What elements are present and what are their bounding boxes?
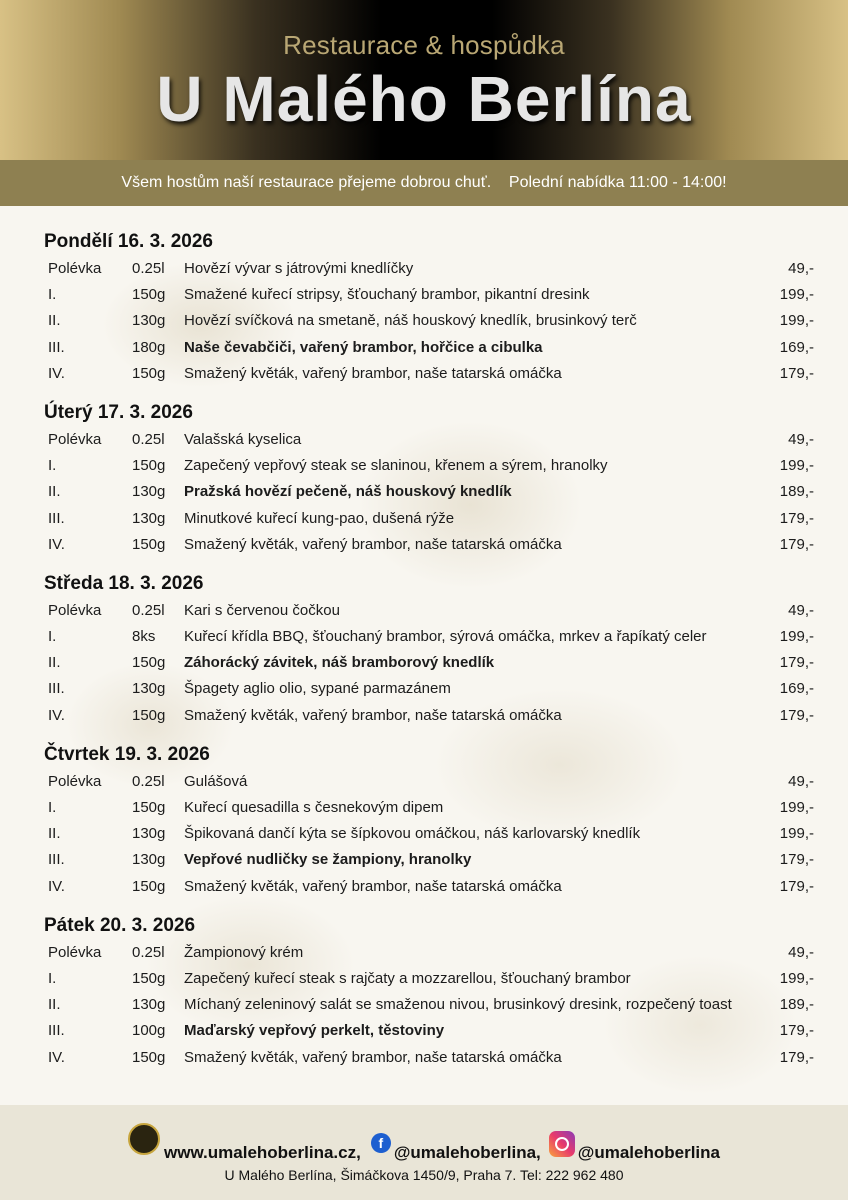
menu-item	[44, 361, 814, 387]
footer-links	[0, 1123, 848, 1163]
daily-menu	[44, 228, 814, 1083]
item-number: II.	[48, 312, 61, 330]
header	[0, 0, 848, 160]
item-dish: Smažené kuřecí stripsy, šťouchaný brambor, pikantní dresink	[184, 286, 590, 304]
item-price: 189,-	[779, 996, 814, 1014]
item-dish: Špikovaná dančí kýta se šípkovou omáčkou, náš karlovarský knedlík	[184, 825, 641, 843]
item-price: 179,-	[779, 1022, 814, 1040]
item-price: 49,-	[788, 943, 814, 961]
item-quantity: 130g	[132, 509, 166, 527]
item-price: 169,-	[779, 680, 814, 698]
item-number: IV.	[48, 364, 65, 382]
item-number: Polévka	[48, 601, 102, 619]
day-title: Úterý 17. 3. 2026	[44, 401, 193, 423]
item-price: 199,-	[779, 312, 814, 330]
item-price: 199,-	[779, 286, 814, 304]
menu-item	[44, 479, 814, 505]
item-dish: Smažený květák, vařený brambor, naše tatarská omáčka	[184, 535, 562, 553]
item-number: I.	[48, 286, 57, 304]
item-number: IV.	[48, 1048, 65, 1066]
item-dish: Smažený květák, vařený brambor, naše tatarská omáčka	[184, 364, 562, 382]
restaurant-logo-icon	[128, 1123, 160, 1155]
item-dish: Naše čevabčiči, vařený brambor, hořčice a cibulka	[184, 338, 543, 356]
greeting-banner: Všem hostům naší restaurace přejeme dobrou chuť. Polední nabídka 11:00 - 14:00!	[0, 160, 848, 206]
menu-item	[44, 427, 814, 453]
item-dish: Žampionový krém	[184, 943, 304, 961]
item-number: II.	[48, 483, 61, 501]
item-number: I.	[48, 628, 57, 646]
item-price: 189,-	[779, 483, 814, 501]
item-price: 179,-	[779, 877, 814, 895]
item-quantity: 150g	[132, 535, 166, 553]
item-dish: Smažený květák, vařený brambor, naše tatarská omáčka	[184, 1048, 562, 1066]
item-dish: Hovězí svíčková na smetaně, náš houskový knedlík, brusinkový terč	[184, 312, 637, 330]
item-number: III.	[48, 851, 65, 869]
item-quantity: 130g	[132, 996, 166, 1014]
item-quantity: 180g	[132, 338, 166, 356]
menu-item	[44, 703, 814, 729]
address: U Malého Berlína, Šimáčkova 1450/9, Praha 7. Tel: 222 962 480	[224, 1167, 624, 1183]
item-number: I.	[48, 969, 57, 987]
item-price: 179,-	[779, 706, 814, 724]
item-price: 49,-	[788, 601, 814, 619]
item-price: 169,-	[779, 338, 814, 356]
menu-item	[44, 795, 814, 821]
day-section	[44, 570, 814, 729]
item-quantity: 130g	[132, 680, 166, 698]
item-dish: Kuřecí křídla BBQ, šťouchaný brambor, sýrová omáčka, mrkev a řapíkatý celer	[184, 628, 707, 646]
item-dish: Vepřové nudličky se žampiony, hranolky	[184, 851, 472, 869]
item-quantity: 0.25l	[132, 943, 165, 961]
facebook-link[interactable]: @umalehoberlina,	[393, 1143, 541, 1162]
item-price: 179,-	[779, 851, 814, 869]
item-number: Polévka	[48, 260, 102, 277]
item-quantity: 150g	[132, 286, 166, 304]
menu-item	[44, 308, 814, 334]
item-price: 49,-	[788, 430, 814, 448]
menu-item	[44, 1045, 814, 1071]
item-dish: Míchaný zeleninový salát se smaženou nivou, brusinkový dresink, rozpečený toast	[184, 996, 732, 1014]
day-section	[44, 228, 814, 387]
item-dish: Zapečený vepřový steak se slaninou, křenem a sýrem, hranolky	[184, 457, 608, 475]
menu-item	[44, 940, 814, 966]
item-number: III.	[48, 338, 65, 356]
day-title: Středa 18. 3. 2026	[44, 572, 204, 594]
restaurant-title: U Malého Berlína	[156, 63, 692, 135]
item-dish: Hovězí vývar s játrovými knedlíčky	[184, 260, 414, 277]
item-number: III.	[48, 680, 65, 698]
item-quantity: 150g	[132, 706, 166, 724]
item-price: 179,-	[779, 1048, 814, 1066]
item-dish: Špagety aglio olio, sypané parmazánem	[184, 680, 451, 698]
item-price: 199,-	[779, 969, 814, 987]
item-dish: Maďarský vepřový perkelt, těstoviny	[184, 1022, 445, 1040]
item-number: IV.	[48, 535, 65, 553]
menu-item	[44, 256, 814, 282]
header-subtitle: Restaurace & hospůdka	[283, 30, 565, 60]
website-link[interactable]: www.umalehoberlina.cz,	[164, 1143, 361, 1162]
menu-item	[44, 624, 814, 650]
item-dish: Záhorácký závitek, náš bramborový knedlík	[184, 654, 495, 672]
menu-item	[44, 874, 814, 900]
item-quantity: 0.25l	[132, 260, 165, 277]
item-quantity: 100g	[132, 1022, 166, 1040]
menu-item	[44, 847, 814, 873]
item-price: 199,-	[779, 799, 814, 816]
day-section	[44, 912, 814, 1071]
item-number: III.	[48, 1022, 65, 1040]
item-dish: Gulášová	[184, 772, 248, 790]
item-number: II.	[48, 825, 61, 843]
item-price: 199,-	[779, 825, 814, 843]
item-quantity: 150g	[132, 877, 166, 895]
item-quantity: 150g	[132, 1048, 166, 1066]
instagram-icon	[549, 1131, 575, 1157]
item-price: 179,-	[779, 364, 814, 382]
item-quantity: 0.25l	[132, 772, 165, 790]
item-price: 179,-	[779, 509, 814, 527]
item-price: 49,-	[788, 260, 814, 277]
item-dish: Kari s červenou čočkou	[184, 601, 340, 619]
menu-item	[44, 506, 814, 532]
item-quantity: 0.25l	[132, 430, 165, 448]
menu-item	[44, 453, 814, 479]
day-title: Čtvrtek 19. 3. 2026	[44, 743, 210, 765]
item-quantity: 150g	[132, 654, 166, 672]
item-price: 49,-	[788, 772, 814, 790]
item-quantity: 150g	[132, 799, 166, 816]
item-quantity: 150g	[132, 457, 166, 475]
item-number: Polévka	[48, 430, 102, 448]
item-price: 179,-	[779, 654, 814, 672]
item-dish: Smažený květák, vařený brambor, naše tatarská omáčka	[184, 706, 562, 724]
instagram-link[interactable]: @umalehoberlina	[577, 1143, 720, 1162]
menu-item	[44, 769, 814, 795]
item-quantity: 130g	[132, 825, 166, 843]
item-number: I.	[48, 799, 57, 816]
item-price: 199,-	[779, 457, 814, 475]
item-number: IV.	[48, 706, 65, 724]
item-quantity: 150g	[132, 969, 166, 987]
day-title: Pondělí 16. 3. 2026	[44, 231, 213, 252]
day-section	[44, 399, 814, 558]
item-dish: Minutkové kuřecí kung-pao, dušená rýže	[184, 509, 455, 527]
item-number: Polévka	[48, 772, 102, 790]
menu-item	[44, 650, 814, 676]
menu-item	[44, 992, 814, 1018]
menu-item	[44, 676, 814, 702]
day-section	[44, 741, 814, 900]
facebook-icon: f	[371, 1133, 391, 1153]
item-dish: Kuřecí quesadilla s česnekovým dipem	[184, 799, 444, 816]
menu-item	[44, 821, 814, 847]
item-quantity: 130g	[132, 851, 166, 869]
item-number: IV.	[48, 877, 65, 895]
item-price: 199,-	[779, 628, 814, 646]
item-quantity: 130g	[132, 483, 166, 501]
item-quantity: 150g	[132, 364, 166, 382]
item-dish: Zapečený kuřecí steak s rajčaty a mozzarellou, šťouchaný brambor	[184, 969, 631, 987]
item-number: II.	[48, 996, 61, 1014]
menu-item	[44, 598, 814, 624]
item-number: Polévka	[48, 943, 102, 961]
footer	[0, 1105, 848, 1200]
menu-item	[44, 282, 814, 308]
item-dish: Smažený květák, vařený brambor, naše tatarská omáčka	[184, 877, 562, 895]
item-dish: Valašská kyselica	[184, 430, 302, 448]
item-dish: Pražská hovězí pečeně, náš houskový knedlík	[184, 483, 512, 501]
menu-item	[44, 532, 814, 558]
item-number: III.	[48, 509, 65, 527]
item-number: II.	[48, 654, 61, 672]
menu-item	[44, 966, 814, 992]
menu-item	[44, 1018, 814, 1044]
item-price: 179,-	[779, 535, 814, 553]
item-number: I.	[48, 457, 57, 475]
item-quantity: 0.25l	[132, 601, 165, 619]
menu-item	[44, 335, 814, 361]
item-quantity: 130g	[132, 312, 166, 330]
day-title: Pátek 20. 3. 2026	[44, 914, 196, 936]
item-quantity: 8ks	[132, 628, 156, 646]
